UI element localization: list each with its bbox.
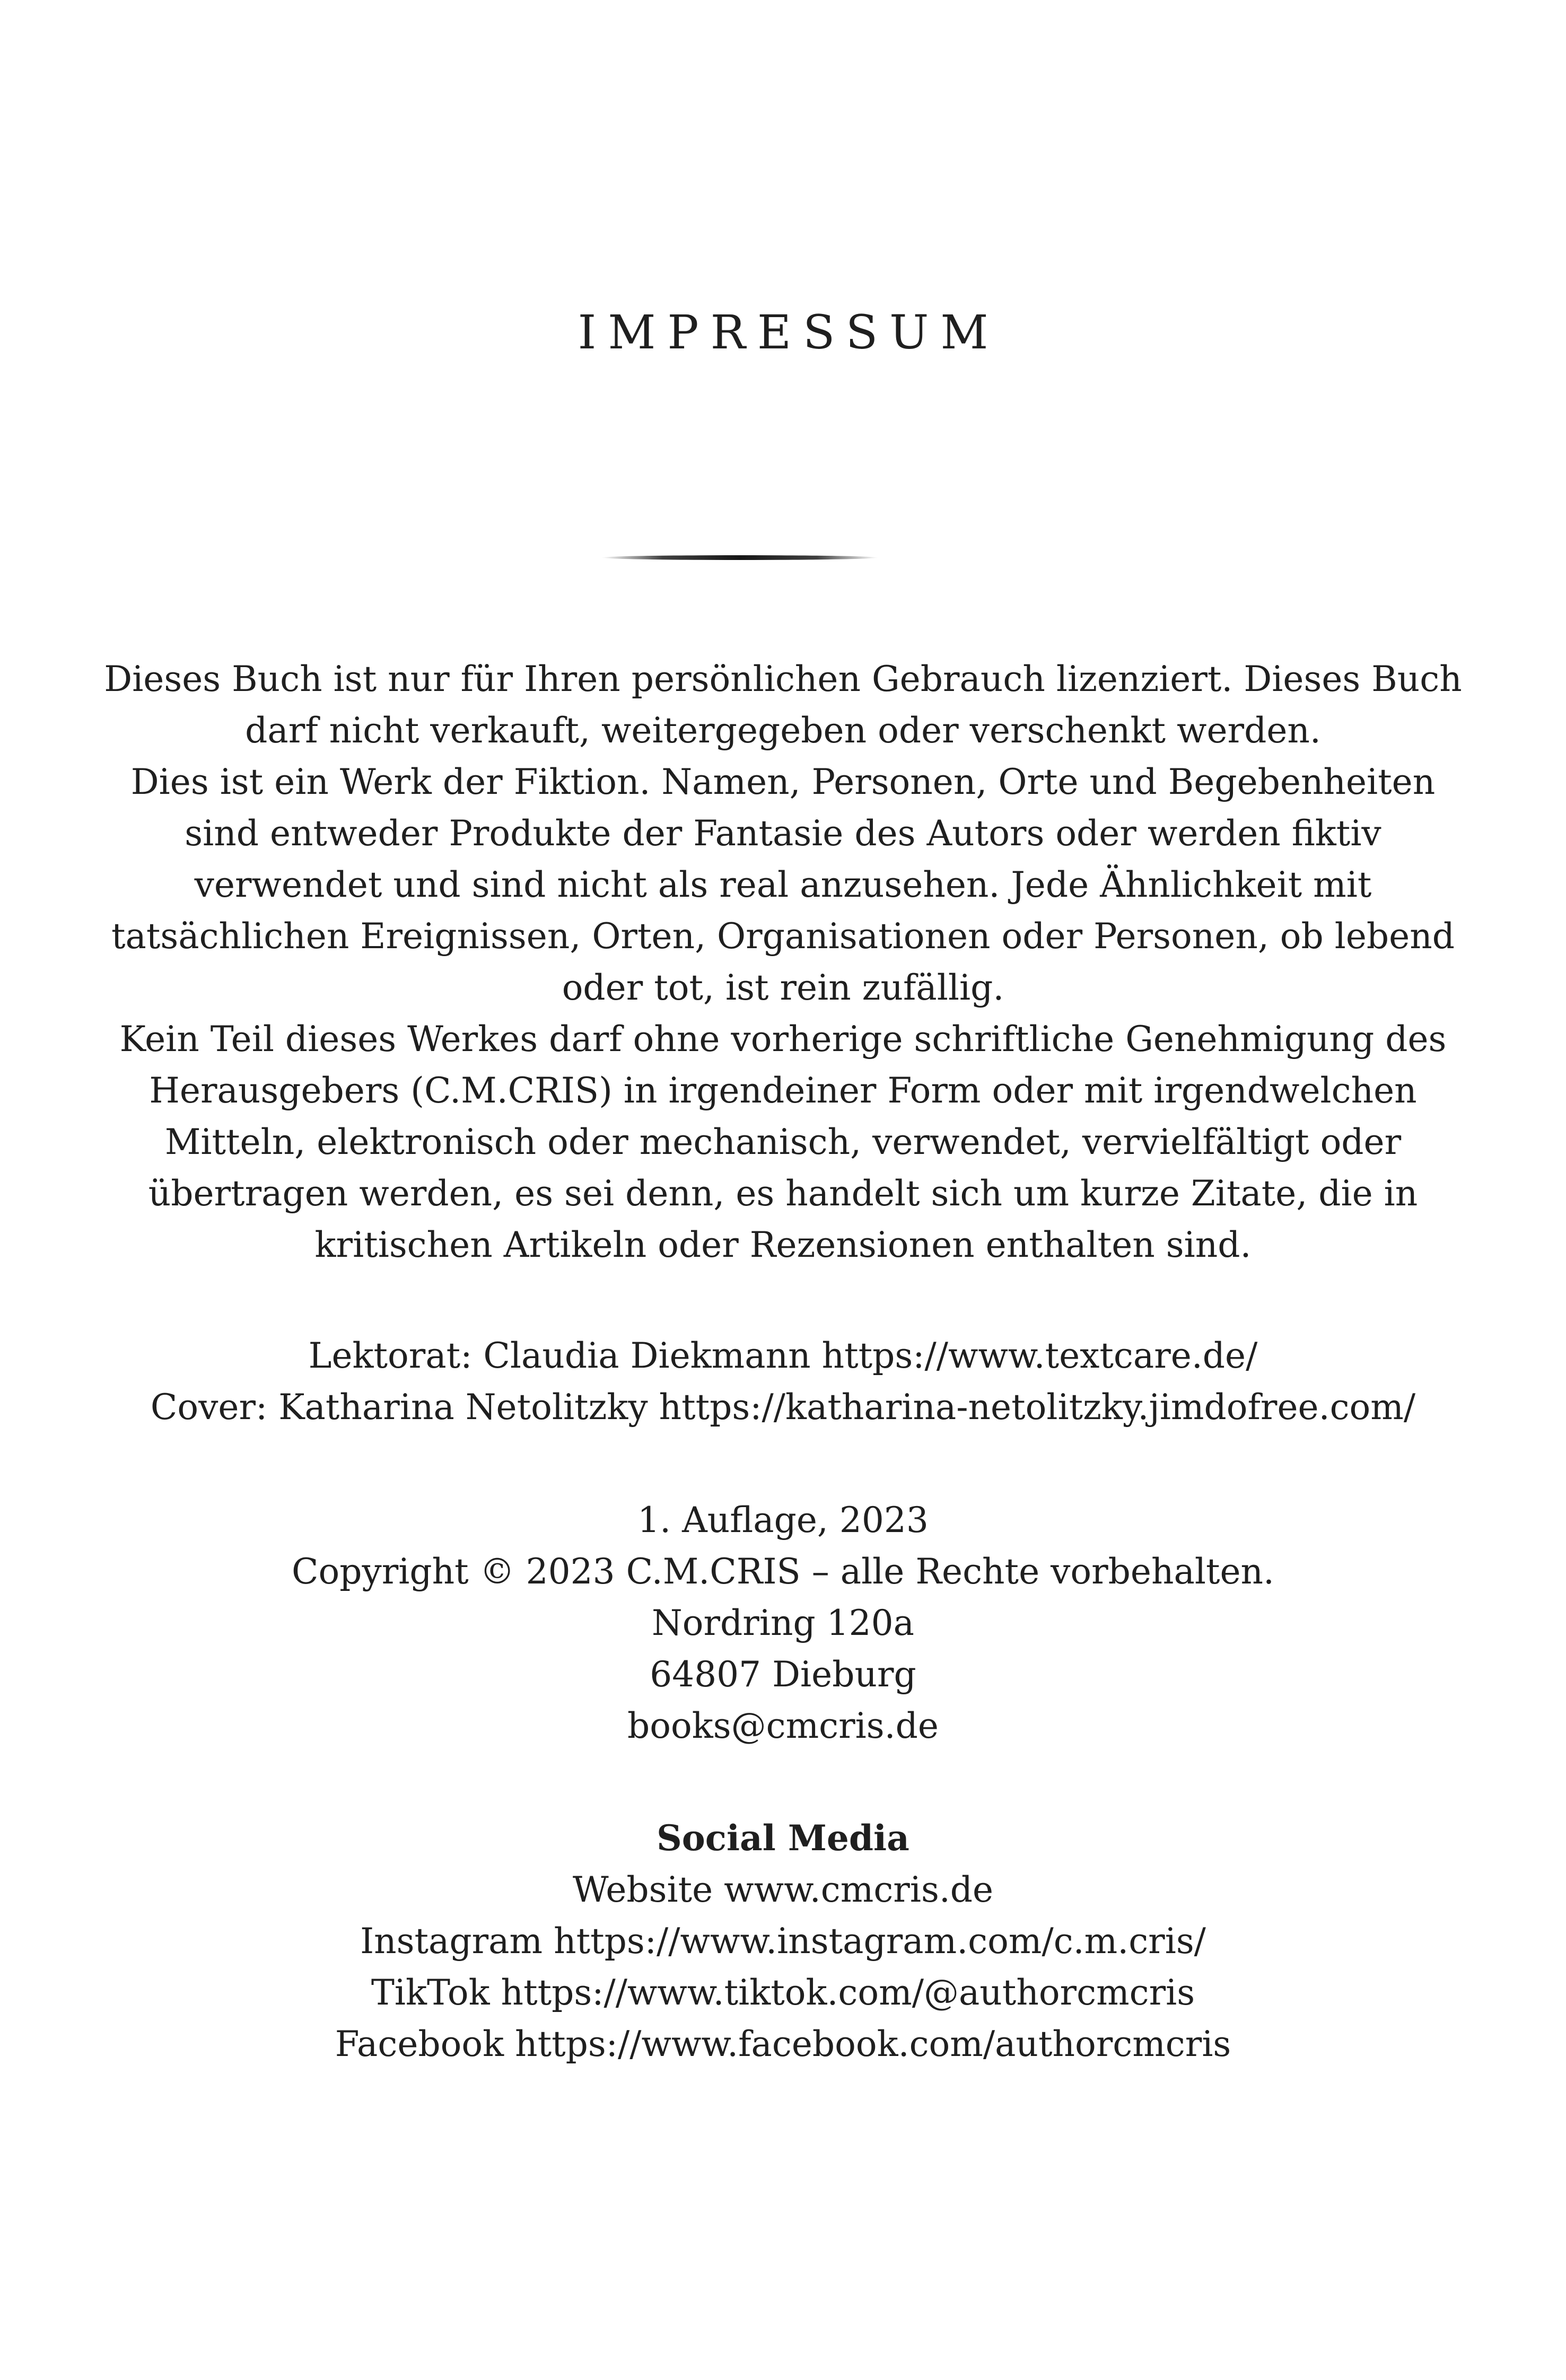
legal-line: darf nicht verkauft, weitergegeben oder verschenkt werden. xyxy=(245,710,1321,751)
legal-line: oder tot, ist rein zufällig. xyxy=(562,967,1004,1008)
cover-credit: Cover: Katharina Netolitzky https://katharina-netolitzky.jimdofree.com/ xyxy=(150,1387,1416,1428)
page-title: IMPRESSUM xyxy=(578,305,1000,360)
ornamental-divider xyxy=(602,555,878,560)
copyright-notice: Copyright © 2023 C.M.CRIS – alle Rechte vorbehalten. xyxy=(291,1551,1275,1592)
contact-email: books@cmcris.de xyxy=(627,1705,939,1746)
social-facebook: Facebook https://www.facebook.com/authorcmcris xyxy=(335,2024,1231,2064)
publisher-info xyxy=(0,1494,1566,1752)
legal-line: kritischen Artikeln oder Rezensionen enthalten sind. xyxy=(314,1224,1252,1265)
legal-line: Dies ist ein Werk der Fiktion. Namen, Personen, Orte und Begebenheiten xyxy=(130,762,1436,802)
legal-line: Dieses Buch ist nur für Ihren persönlichen Gebrauch lizenziert. Dieses Buch xyxy=(104,659,1462,699)
legal-notice xyxy=(0,653,1566,1271)
social-media xyxy=(0,1813,1566,2070)
legal-line: Mitteln, elektronisch oder mechanisch, verwendet, vervielfältigt oder xyxy=(164,1122,1402,1162)
address-city: 64807 Dieburg xyxy=(650,1654,916,1695)
credits xyxy=(0,1330,1566,1433)
legal-line: verwendet und sind nicht als real anzusehen. Jede Ähnlichkeit mit xyxy=(194,864,1372,905)
social-instagram: Instagram https://www.instagram.com/c.m.cris/ xyxy=(360,1921,1206,1962)
legal-line: Herausgebers (C.M.CRIS) in irgendeiner Form oder mit irgendwelchen xyxy=(149,1070,1417,1111)
address-street: Nordring 120a xyxy=(652,1603,914,1643)
social-media-heading: Social Media xyxy=(657,1817,909,1859)
legal-line: sind entweder Produkte der Fantasie des Autors oder werden fiktiv xyxy=(185,813,1381,854)
edition: 1. Auflage, 2023 xyxy=(637,1500,929,1541)
lektorat-credit: Lektorat: Claudia Diekmann https://www.textcare.de/ xyxy=(308,1335,1258,1376)
legal-line: übertragen werden, es sei denn, es handelt sich um kurze Zitate, die in xyxy=(148,1173,1418,1214)
social-tiktok: TikTok https://www.tiktok.com/@authorcmcris xyxy=(371,1972,1195,2013)
social-website: Website www.cmcris.de xyxy=(572,1869,994,1910)
legal-line: tatsächlichen Ereignissen, Orten, Organisationen oder Personen, ob lebend xyxy=(111,916,1455,957)
legal-line: Kein Teil dieses Werkes darf ohne vorherige schriftliche Genehmigung des xyxy=(119,1019,1447,1060)
